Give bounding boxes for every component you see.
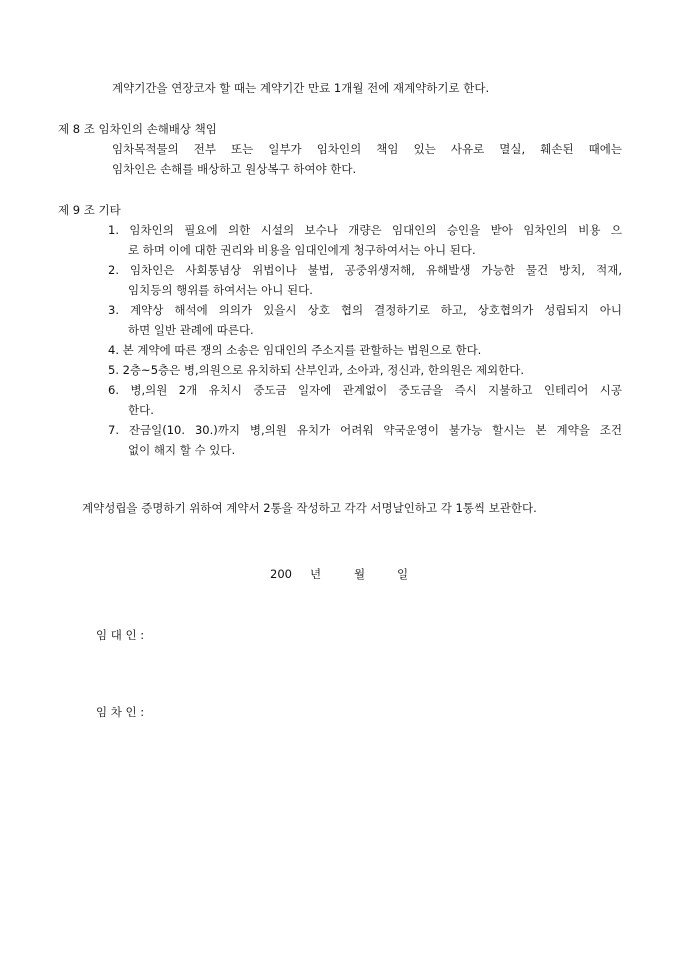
article-9-item-6-line-2: 한다. [128,403,154,417]
lessor-signature-label: 임 대 인 : [96,628,145,642]
article-9-item-1-line-1: 1. 임차인의 필요에 의한 시설의 보수나 개량은 임대인의 승인을 받아 임차인의 비용 으 [108,223,622,237]
article-9-item-7-line-1: 7. 잔금일(10. 30.)까지 병,의원 유치가 어려워 약국운영이 불가능 할시는 본 계약을 조건 [108,423,622,437]
article-9-item-6-line-1: 6. 병,의원 2개 유치시 중도금 일자에 관계없이 중도금을 즉시 지불하고 인테리어 시공 [108,383,622,397]
article-9-item-1-line-2: 로 하며 이에 대한 권리와 비용을 임대인에게 청구하여서는 아니 된다. [128,243,476,257]
article-8-line-1: 임차목적물의 전부 또는 일부가 임차인의 책임 있는 사유로 멸실, 훼손된 때에는 [112,142,622,156]
article-8-line-2: 임차인은 손해를 배상하고 원상복구 하여야 한다. [112,162,357,176]
article-9-item-3-line-1: 3. 계약상 해석에 의의가 있을시 상호 협의 결정하기로 하고, 상호협의가 성립되지 아니 [108,303,622,317]
article-9-item-2-line-2: 임치등의 행위를 하여서는 아니 된다. [128,283,313,297]
date-month-label: 월 [354,567,366,581]
article-9-item-3-line-2: 하면 일반 관례에 따른다. [128,323,254,337]
lessee-signature-label: 임 차 인 : [96,705,145,719]
article-9-item-5-line-1: 5. 2층~5층은 병,의원으로 유치하되 산부인과, 소아과, 정신과, 한의원은 제외한다. [108,363,525,377]
date-year: 200 [270,567,292,581]
article-9-item-7-line-2: 없이 해지 할 수 있다. [128,443,236,457]
article-8-heading: 제 8 조 임차인의 손해배상 책임 [58,122,217,136]
article-9-heading: 제 9 조 기타 [58,203,121,217]
date-year-label: 년 [310,567,322,581]
intro-line: 계약기간을 연장코자 할 때는 계약기간 만료 1개월 전에 재계약하기로 한다. [112,81,490,95]
date-day-label: 일 [397,567,409,581]
article-9-item-4-line-1: 4. 본 계약에 따른 쟁의 소송은 임대인의 주소지를 관할하는 법원으로 한다. [108,343,482,357]
article-9-item-2-line-1: 2. 임차인은 사회통념상 위법이나 불법, 공중위생저해, 유해발생 가능한 물건 방치, 적재, [108,263,622,277]
closing-statement: 계약성립을 증명하기 위하여 계약서 2통을 작성하고 각각 서명날인하고 각 1통씩 보관한다. [82,501,537,515]
